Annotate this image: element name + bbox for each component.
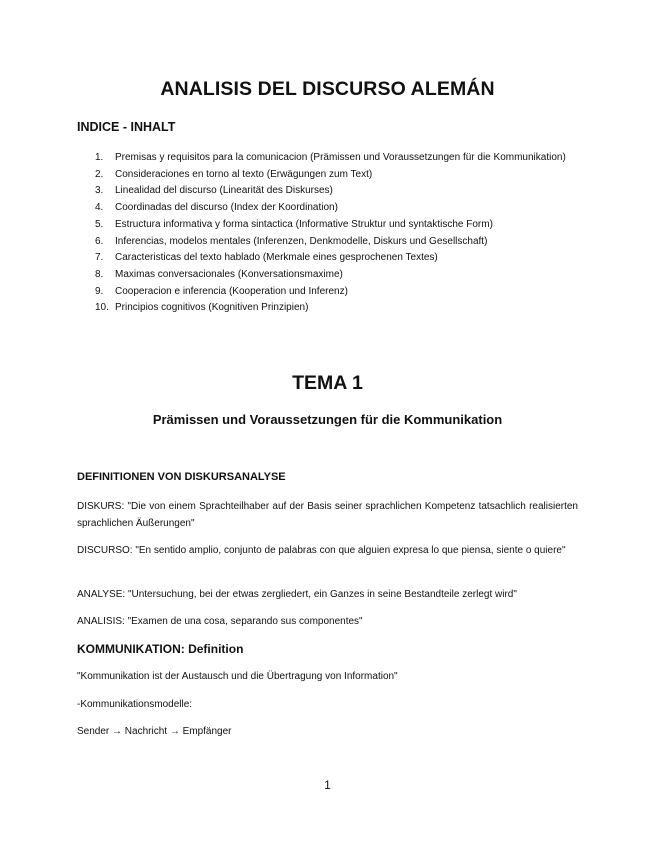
toc-item bbox=[77, 267, 578, 284]
toc-item bbox=[77, 200, 578, 217]
kommunikation-flow: Sender → Nachricht → Empfänger bbox=[77, 726, 232, 737]
toc-item bbox=[77, 284, 578, 301]
toc-number: 9. bbox=[95, 285, 104, 297]
toc-number: 1. bbox=[95, 152, 104, 163]
toc-text: Premisas y requisitos para la comunicacion (Prämissen und Voraussetzungen für die Kommunikation) bbox=[115, 152, 566, 163]
toc-number: 2. bbox=[95, 168, 104, 180]
toc-number: 7. bbox=[95, 252, 104, 264]
toc-item bbox=[77, 234, 578, 251]
kommunikation-heading: KOMMUNIKATION: Definition bbox=[77, 642, 244, 656]
kommunikation-models-label: -Kommunikationsmodelle: bbox=[77, 699, 193, 710]
toc-number: 5. bbox=[95, 218, 104, 230]
toc-item bbox=[77, 150, 578, 167]
toc-item bbox=[77, 217, 578, 234]
toc-item bbox=[77, 183, 578, 200]
definition-analisis: ANALISIS: "Examen de una cosa, separando sus componentes" bbox=[77, 616, 363, 627]
tema-title: TEMA 1 bbox=[292, 372, 363, 394]
document-title: ANALISIS DEL DISCURSO ALEMÁN bbox=[160, 78, 495, 100]
toc-number: 10. bbox=[95, 302, 109, 314]
definitions-heading: DEFINITIONEN VON DISKURSANALYSE bbox=[77, 471, 286, 483]
definition-diskurs: DISKURS: "Die von einem Sprachteilhaber auf der Basis seiner sprachlichen Kompetenz tatsachlich realisierten sprachlichen Äußerungen" bbox=[77, 501, 578, 529]
toc-text: Cooperacion e inferencia (Kooperation und Inferenz) bbox=[115, 285, 348, 297]
toc-number: 4. bbox=[95, 202, 104, 214]
toc-number: 6. bbox=[95, 235, 104, 247]
table-of-contents bbox=[77, 150, 578, 317]
kommunikation-definition: "Kommunikation ist der Austausch und die Übertragung von Information" bbox=[77, 671, 398, 682]
tema-subtitle: Prämissen und Voraussetzungen für die Kommunikation bbox=[152, 412, 503, 427]
toc-number: 8. bbox=[95, 268, 104, 280]
index-heading: INDICE - INHALT bbox=[77, 120, 176, 134]
toc-text: Inferencias, modelos mentales (Inferenzen, Denkmodelle, Diskurs und Gesellschaft) bbox=[115, 235, 488, 247]
toc-text: Consideraciones en torno al texto (Erwägungen zum Text) bbox=[115, 168, 373, 180]
toc-text: Linealidad del discurso (Linearität des Diskurses) bbox=[115, 185, 333, 197]
toc-item bbox=[77, 250, 578, 267]
definition-discurso: DISCURSO: "En sentido amplio, conjunto de palabras con que alguien expresa lo que piensa, siente o quiere" bbox=[77, 545, 566, 556]
toc-text: Principios cognitivos (Kognitiven Prinzipien) bbox=[115, 302, 309, 314]
toc-text: Maximas conversacionales (Konversationsmaxime) bbox=[115, 268, 343, 280]
toc-number: 3. bbox=[95, 185, 104, 197]
toc-item bbox=[77, 300, 578, 317]
definition-analyse: ANALYSE: "Untersuchung, bei der etwas zergliedert, ein Ganzes in seine Bestandteile zerlegt wird" bbox=[77, 589, 517, 600]
page-number: 1 bbox=[324, 778, 331, 792]
toc-text: Estructura informativa y forma sintactica (Informative Struktur und syntaktische Form) bbox=[115, 218, 493, 230]
toc-item bbox=[77, 167, 578, 184]
toc-text: Caracteristicas del texto hablado (Merkmale eines gesprochenen Textes) bbox=[115, 252, 438, 264]
toc-text: Coordinadas del discurso (Index der Koordination) bbox=[115, 202, 338, 214]
